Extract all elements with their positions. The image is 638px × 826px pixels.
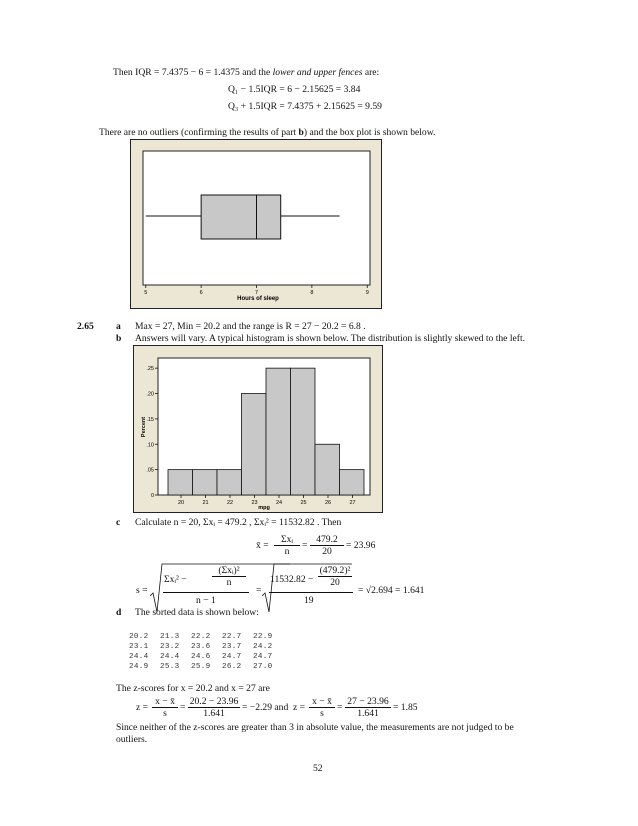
sorted-data-cell: 23.7 xyxy=(222,643,242,651)
zscore-intro: The z-scores for x = 20.2 and x = 27 are xyxy=(116,683,270,694)
sorted-data-cell: 24.7 xyxy=(222,653,242,661)
sorted-data-row xyxy=(129,662,284,672)
boxplot-figure xyxy=(130,139,382,309)
upper-fence: Q₃ + 1.5IQR = 7.4375 + 2.15625 = 9.59 xyxy=(228,101,382,112)
sorted-data-cell: 22.7 xyxy=(222,633,242,641)
outliers-sentence xyxy=(99,127,435,139)
sorted-data-row xyxy=(129,632,284,642)
z1-eq: = xyxy=(180,702,186,713)
s-inner-den-2: 20 xyxy=(318,576,352,588)
sorted-data-cell: 24.7 xyxy=(253,653,273,661)
s-inner-fraction-1 xyxy=(212,565,246,588)
s-inner-fraction-2 xyxy=(318,565,352,588)
sorted-data-cell: 24.4 xyxy=(160,653,180,661)
z2-den: s xyxy=(309,707,335,719)
xbar-lhs: x̄ = xyxy=(256,540,269,551)
sorted-data-cell: 24.4 xyxy=(129,653,149,661)
z1-fraction-1 xyxy=(152,696,178,719)
z2-num-2: 27 − 23.96 xyxy=(347,696,389,707)
sorted-data-cell: 23.6 xyxy=(191,643,211,651)
s-num-a: Σxᵢ² − xyxy=(164,574,187,585)
z1-num: x − x̄ xyxy=(155,696,175,707)
histogram-xtick-label: 23 xyxy=(251,500,258,506)
outliers-post: ) and the box plot is shown below. xyxy=(303,127,436,138)
histogram-bar xyxy=(340,470,365,495)
then-word: Then xyxy=(113,67,133,78)
histogram-ytick-label: .05 xyxy=(146,467,154,474)
s-inner-num-2: (479.2)² xyxy=(319,565,351,576)
histogram-xtick-label: 22 xyxy=(226,500,234,506)
iqr-box xyxy=(201,195,281,239)
histogram-ytick-label: 0 xyxy=(150,493,154,499)
histogram-bar xyxy=(193,470,218,495)
iqr-line xyxy=(113,67,379,79)
s-inner-den: n xyxy=(212,576,246,588)
histogram-xtick-label: 21 xyxy=(202,500,209,506)
and-the-word: and the xyxy=(242,67,271,78)
sorted-data-cell: 20.2 xyxy=(129,633,149,641)
sorted-data-cell: 22.9 xyxy=(253,633,273,641)
conclusion-line-1: Since neither of the z-scores are greater than 3 in absolute value, the measurements are not judged to be xyxy=(116,722,514,733)
sorted-data-table xyxy=(129,632,284,672)
sorted-data-cell: 24.6 xyxy=(191,653,211,661)
s-den-2: 19 xyxy=(304,595,314,606)
xbar-den-1: n xyxy=(274,545,300,557)
part-a-text: Max = 27, Min = 20.2 and the range is R = 27 − 20.2 = 6.8 . xyxy=(135,321,366,332)
boxplot-tick-label: 8 xyxy=(310,290,314,296)
histogram-ytick-label: .15 xyxy=(146,416,154,423)
histogram-ytick-label: .10 xyxy=(146,442,154,449)
z1-lhs: z = xyxy=(136,702,149,713)
problem-number: 2.65 xyxy=(77,321,94,332)
z1-den-2: 1.641 xyxy=(188,707,240,719)
s-main-bar-1 xyxy=(163,592,249,593)
xbar-fraction-2 xyxy=(310,534,344,557)
s-main-bar-2 xyxy=(269,592,353,593)
xbar-num-1: Σxᵢ xyxy=(281,534,293,545)
are-word: are: xyxy=(364,67,380,78)
page-number: 52 xyxy=(313,763,323,774)
s-den: n − 1 xyxy=(196,595,216,606)
sorted-data-cell: 26.2 xyxy=(222,663,242,671)
sorted-data-cell: 24.2 xyxy=(253,643,273,651)
part-b-text: Answers will vary. A typical histogram is shown below. The distribution is slightly skewed to the left. xyxy=(135,333,526,344)
xbar-result: = 23.96 xyxy=(346,540,376,551)
s-inner-num: (Σxᵢ)² xyxy=(218,565,240,576)
histogram-bar xyxy=(266,368,291,495)
sorted-data-row xyxy=(129,642,284,652)
histogram-ylabel: Percent xyxy=(141,416,147,438)
sorted-data-cell: 24.9 xyxy=(129,663,149,671)
histogram-bar xyxy=(217,470,242,495)
sorted-data-row xyxy=(129,652,284,662)
outliers-part-b: b xyxy=(298,127,304,138)
outliers-pre: There are no outliers (confirming the results of part xyxy=(99,127,299,138)
histogram-bar xyxy=(242,394,267,495)
z2-num: x − x̄ xyxy=(312,696,332,707)
s-lhs: s = xyxy=(136,585,148,596)
z2-den-2: 1.641 xyxy=(345,707,391,719)
histogram-xtick-label: 26 xyxy=(324,500,332,506)
z2-result: = 1.85 xyxy=(393,702,418,713)
histogram-xlabel: mpg xyxy=(258,505,270,511)
xbar-num-2: 479.2 xyxy=(316,534,338,545)
sorted-data-cell: 27.0 xyxy=(253,663,273,671)
histogram-xtick-label: 25 xyxy=(300,500,307,506)
histogram-figure xyxy=(133,345,383,513)
z1-fraction-2 xyxy=(188,696,240,719)
part-b-label: b xyxy=(116,333,122,344)
z1-den: s xyxy=(152,707,178,719)
sorted-data-cell: 23.2 xyxy=(160,643,180,651)
z2-eq: = xyxy=(337,702,343,713)
sorted-data-cell: 25.9 xyxy=(191,663,211,671)
boxplot-xlabel: Hours of sleep xyxy=(237,296,279,302)
z1-num-2: 20.2 − 23.96 xyxy=(189,696,239,707)
s-num-b: 11532.82 − xyxy=(270,574,314,585)
conclusion-line-2: outliers. xyxy=(116,734,148,745)
part-d-label: d xyxy=(116,607,122,618)
xbar-eq: = xyxy=(302,540,308,551)
histogram-xtick-label: 27 xyxy=(349,500,356,506)
z2-fraction-1 xyxy=(309,696,335,719)
sorted-data-cell: 22.2 xyxy=(191,633,211,641)
boxplot-tick-label: 7 xyxy=(254,290,259,296)
z2-lhs: z = xyxy=(293,702,306,713)
boxplot-tick-label: 6 xyxy=(199,290,203,296)
iqr-expression: IQR = 7.4375 − 6 = 1.4375 xyxy=(135,67,240,78)
histogram-bar xyxy=(315,444,340,495)
histogram-bar xyxy=(168,470,193,495)
s-result: = √2.694 = 1.641 xyxy=(358,585,425,596)
histogram-xtick-label: 20 xyxy=(177,500,185,506)
boxplot-tick-label: 9 xyxy=(365,290,369,296)
xbar-fraction-1 xyxy=(274,534,300,557)
z1-result: = −2.29 and xyxy=(242,702,289,713)
histogram-ytick-label: .20 xyxy=(146,391,154,398)
sorted-rows xyxy=(129,632,284,672)
histogram-bar xyxy=(291,368,316,495)
boxplot-tick-label: 5 xyxy=(144,290,148,296)
fences-label: lower and upper fences xyxy=(272,67,363,78)
histogram-xtick-label: 24 xyxy=(275,500,283,506)
s-eq-1: = xyxy=(256,585,262,596)
sorted-data-cell: 21.3 xyxy=(160,633,180,641)
sorted-data-cell: 25.3 xyxy=(160,663,180,671)
part-d-text: The sorted data is shown below: xyxy=(135,607,259,618)
lower-fence: Q₁ − 1.5IQR = 6 − 2.15625 = 3.84 xyxy=(228,84,361,95)
z2-fraction-2 xyxy=(345,696,391,719)
sorted-data-cell: 23.1 xyxy=(129,643,149,651)
part-a-label: a xyxy=(116,321,121,332)
part-c-text: Calculate n = 20, Σxᵢ = 479.2 , Σxᵢ² = 11532.82 . Then xyxy=(135,517,342,528)
xbar-den-2: 20 xyxy=(310,545,344,557)
histogram-ytick-label: .25 xyxy=(146,366,154,373)
part-c-label: c xyxy=(116,517,121,528)
